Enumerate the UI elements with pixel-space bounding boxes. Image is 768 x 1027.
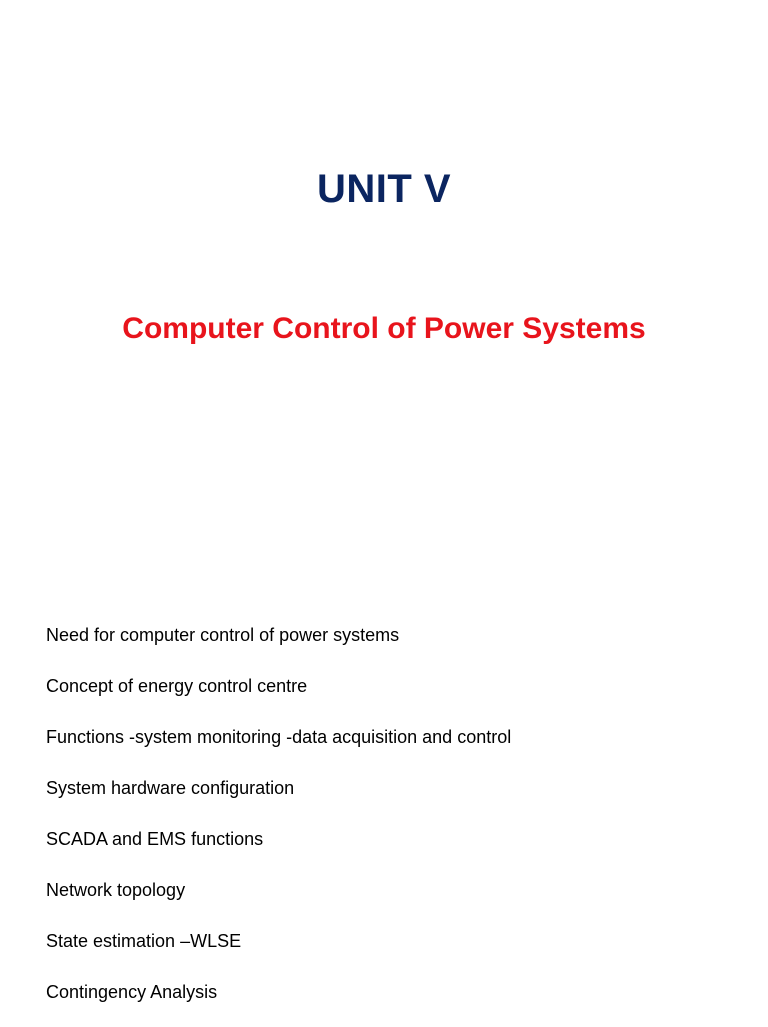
topic-item: Need for computer control of power systems [46, 625, 400, 645]
topic-item: Concept of energy control centre [46, 676, 308, 696]
topic-item: SCADA and EMS functions [46, 829, 264, 849]
topic-list [46, 619, 511, 1027]
unit-title: UNIT V [316, 167, 452, 211]
topic-item: Network topology [46, 880, 186, 900]
topic-item: Contingency Analysis [46, 982, 218, 1002]
slide-subtitle: Computer Control of Power Systems [122, 312, 646, 345]
topic-item: Functions -system monitoring -data acquisition and control [46, 727, 512, 747]
topic-item: State estimation –WLSE [46, 931, 242, 951]
topic-item: System hardware configuration [46, 778, 295, 798]
